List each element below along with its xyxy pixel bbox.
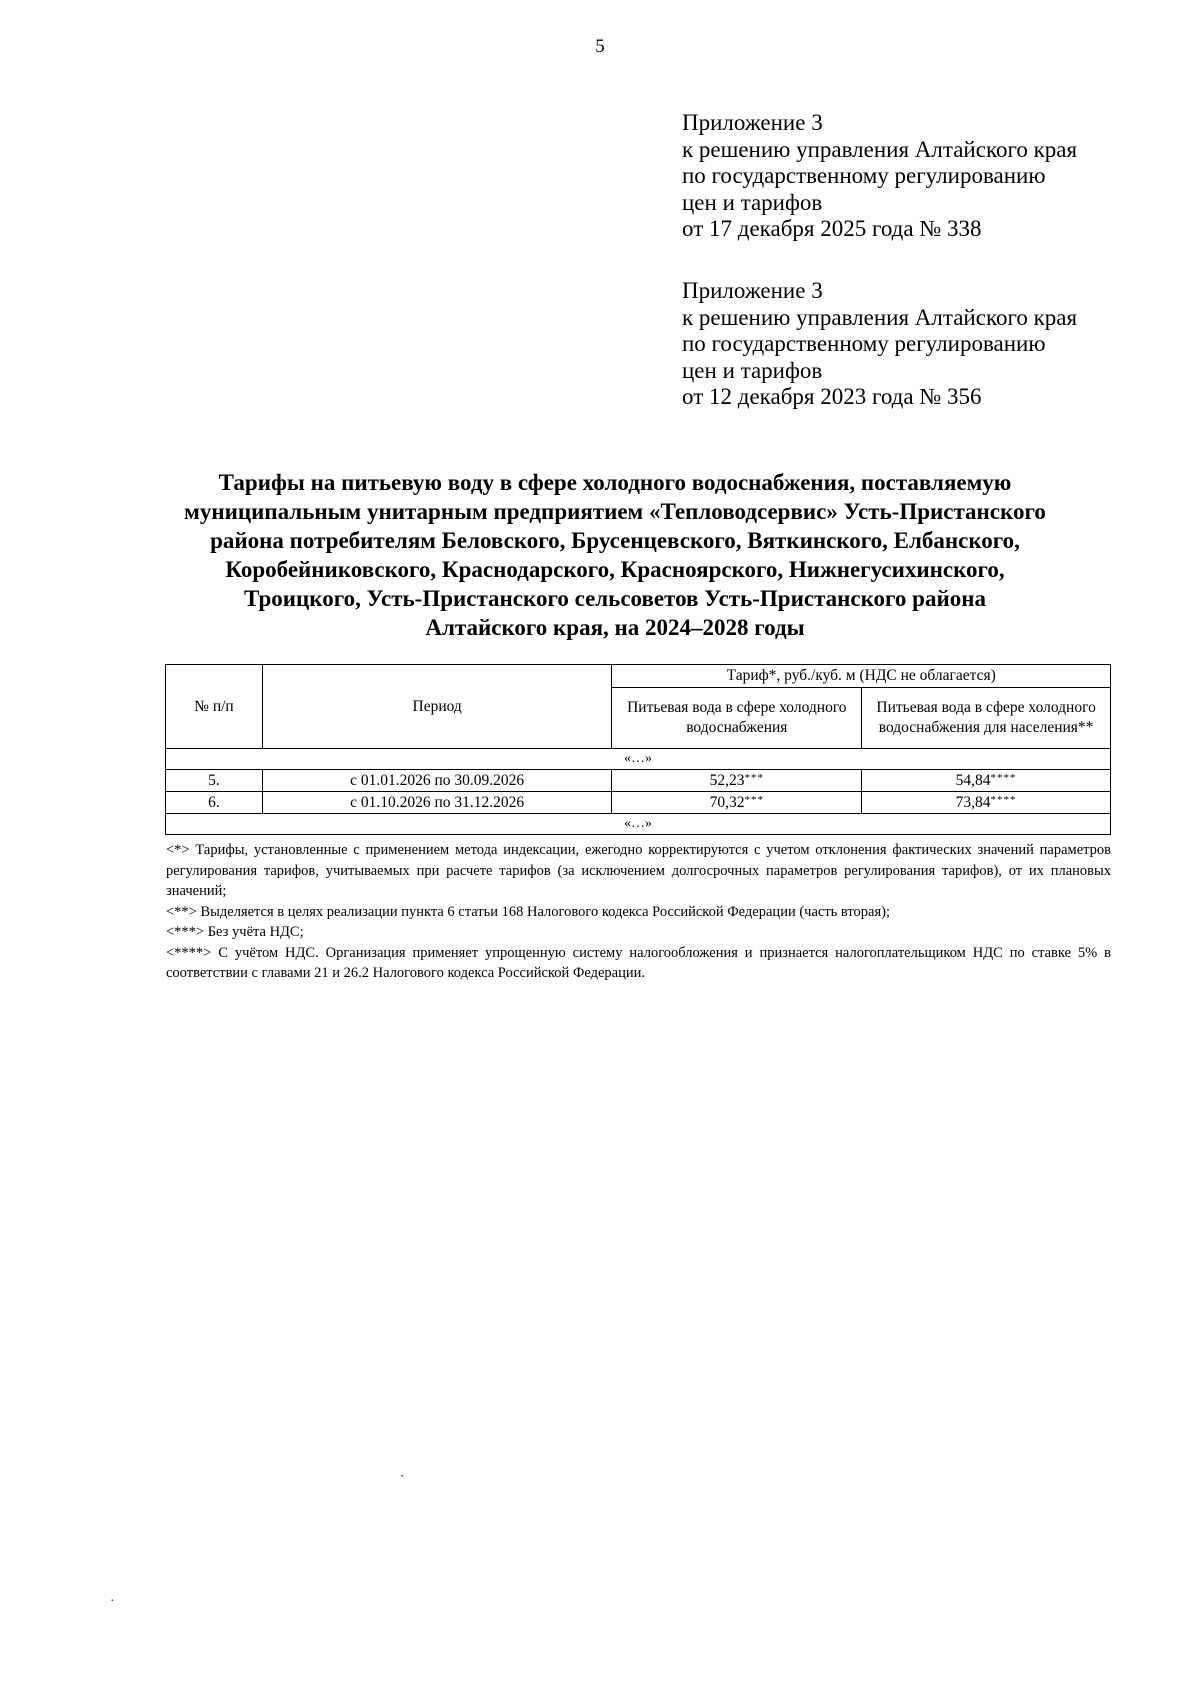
document-title [150,468,1080,642]
drinking-tariff-cell [612,770,862,792]
footnote-mark: **** [990,793,1017,806]
drinking-tariff-cell [612,792,862,814]
appendix-line: цен и тарифов [682,189,823,215]
appendix-line: к решению управления Алтайского края [682,304,1078,330]
row-number-cell: 6. [166,792,263,814]
tariff-value: 70,32 [709,793,745,811]
tariff-table [165,664,1111,835]
population-tariff-cell [862,792,1111,814]
table-row [166,792,1111,814]
column-header-population: Питьевая вода в сфере холодного водоснабжения для населения** [862,688,1111,749]
tariff-value: 54,84 [955,771,991,789]
appendix-line: к решению управления Алтайского края [682,136,1078,162]
page-number: 5 [595,36,605,57]
title-line: Троицкого, Усть-Пристанского сельсоветов Усть-Пристанского района [244,586,986,611]
appendix-line: Приложение 3 [682,110,823,135]
table-ellipsis-row: «…» [166,749,1111,770]
scan-speck: ˏ [400,1463,405,1478]
footnote-mark: *** [744,771,764,784]
scan-speck: · [110,1594,115,1609]
column-header-period: Период [262,665,612,749]
footnote: <*> Тарифы, установленные с применением метода индексации, ежегодно корректируются с учетом отклонения фактических значений параметров регулирования тарифов, учитываемых при расчете тарифов (за исключением долгосрочных параметров регулирования тарифов), от их плановых значений; [166,842,1111,899]
row-number-cell: 5. [166,770,263,792]
title-line: Тарифы на питьевую воду в сфере холодного водоснабжения, поставляемую [218,470,1012,495]
tariff-value: 52,23 [709,771,745,789]
footnotes [166,840,1111,984]
footnote-mark: **** [990,771,1017,784]
table-row [166,770,1111,792]
tariff-value: 73,84 [955,793,991,811]
appendix-line: Приложение 3 [682,278,823,303]
column-header-drinking-water: Питьевая вода в сфере холодного водоснабжения [612,688,862,749]
title-line: Коробейниковского, Краснодарского, Красноярского, Нижнегусихинского, [225,557,1005,582]
appendix-header-original [682,278,1152,411]
appendix-line: от 17 декабря 2025 года № 338 [682,216,982,241]
appendix-line: от 12 декабря 2023 года № 356 [682,384,982,409]
footnote: <**> Выделяется в целях реализации пункта 6 статьи 168 Налогового кодекса Российской Федерации (часть вторая); [166,903,890,920]
period-cell: с 01.01.2026 по 30.09.2026 [262,770,612,792]
appendix-header-current [682,110,1152,243]
period-cell: с 01.10.2026 по 31.12.2026 [262,792,612,814]
footnote: <****> С учётом НДС. Организация применяет упрощенную систему налогообложения и признается налогоплательщиком НДС по ставке 5% в соответствии с главами 21 и 26.2 Налогового кодекса Российской Федерации. [166,944,1111,981]
footnote-mark: *** [744,793,764,806]
title-line: муниципальным унитарным предприятием «Тепловодсервис» Усть-Пристанского [184,499,1046,524]
column-header-number: № п/п [166,665,263,749]
table-ellipsis-row: «…» [166,814,1111,835]
footnote: <***> Без учёта НДС; [166,924,304,940]
appendix-line: по государственному регулированию [682,331,1046,356]
column-group-tariff: Тариф*, руб./куб. м (НДС не облагается) [612,665,1111,688]
appendix-line: цен и тарифов [682,357,823,383]
population-tariff-cell [862,770,1111,792]
appendix-line: по государственному регулированию [682,163,1046,188]
title-line: района потребителям Беловского, Брусенцевского, Вяткинского, Елбанского, [210,528,1020,553]
title-line: Алтайского края, на 2024–2028 годы [425,615,805,640]
